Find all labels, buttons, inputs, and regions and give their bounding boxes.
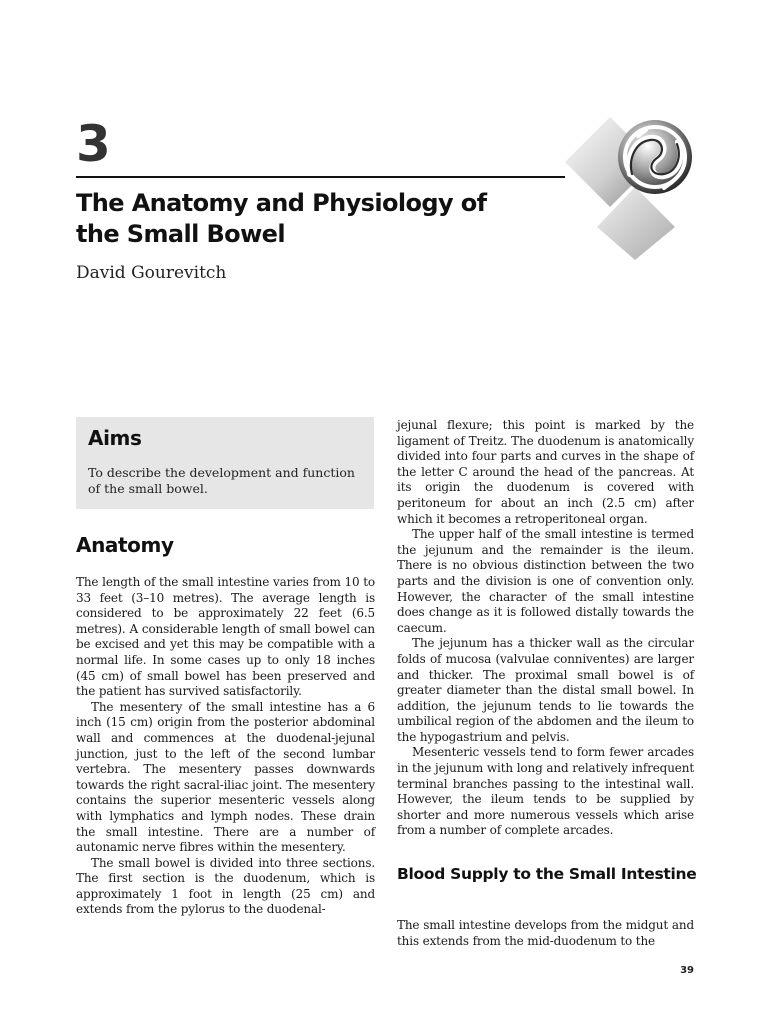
right-column — [397, 418, 694, 839]
anatomy-paragraph: The length of the small intestine varies from 10 to 33 feet (3–10 metres). The average length is considered to be approximately 22 feet (6.5 metres). A considerable length of small bowel can be excised and yet this may be compatible with a normal life. In some cases up to only 18 inches (45 cm) of small bowel has been preserved and the patient has survived satisfactorily. — [76, 575, 375, 699]
aims-box — [76, 417, 374, 509]
page-number: 39 — [680, 965, 694, 976]
anatomy-heading: Anatomy — [76, 533, 174, 557]
aims-text: To describe the development and function of the small bowel. — [88, 465, 355, 496]
chapter-number: 3 — [76, 115, 111, 173]
chapter-rule — [76, 176, 565, 178]
anatomy-paragraph: jejunal flexure; this point is marked by the ligament of Treitz. The duodenum is anatomically divided into four parts and curves in the shape of the letter C around the head of the pancreas. At its origin the duodenum is covered with peritoneum for about an inch (2.5 cm) after which it becomes a retroperitoneal organ. — [397, 418, 694, 526]
chapter-emblem-icon — [560, 112, 710, 262]
aims-heading: Aims — [88, 426, 142, 450]
chapter-author: David Gourevitch — [76, 263, 227, 283]
anatomy-paragraph: Mesenteric vessels tend to form fewer arcades in the jejunum with long and relatively infrequent terminal branches passing to the intestinal wall. However, the ileum tends to be supplied by shorter and more numerous vessels which arise from a number of complete arcades. — [397, 745, 694, 838]
blood-supply-text — [397, 918, 694, 949]
anatomy-paragraph: The jejunum has a thicker wall as the circular folds of mucosa (valvulae conniventes) are larger and thicker. The proximal small bowel is of greater diameter than the distal small bowel. In addition, the jejunum tends to lie towards the umbilical region of the abdomen and the ileum to the hypogastrium and pelvis. — [397, 636, 694, 744]
chapter-title: The Anatomy and Physiology of the Small Bowel — [76, 189, 487, 248]
blood-supply-heading: Blood Supply to the Small Intestine — [397, 865, 697, 883]
left-column — [76, 575, 375, 918]
blood-supply-paragraph: The small intestine develops from the midgut and this extends from the mid-duodenum to the — [397, 918, 694, 948]
anatomy-paragraph: The upper half of the small intestine is termed the jejunum and the remainder is the ileum. There is no obvious distinction between the two parts and the division is one of convention only. However, the character of the small intestine does change as it is followed distally towards the caecum. — [397, 527, 694, 635]
anatomy-paragraph: The mesentery of the small intestine has a 6 inch (15 cm) origin from the posterior abdominal wall and commences at the duodenal-jejunal junction, just to the left of the second lumbar vertebra. The mesentery passes downwards towards the right sacral-iliac joint. The mesentery contains the superior mesenteric vessels along with lymphatics and lymph nodes. These drain the small intestine. There are a number of autonamic nerve fibres within the mesentery. — [76, 699, 375, 855]
anatomy-paragraph: The small bowel is divided into three sections. The first section is the duodenum, which is approximately 1 foot in length (25 cm) and extends from the pylorus to the duodenal- — [76, 855, 375, 917]
